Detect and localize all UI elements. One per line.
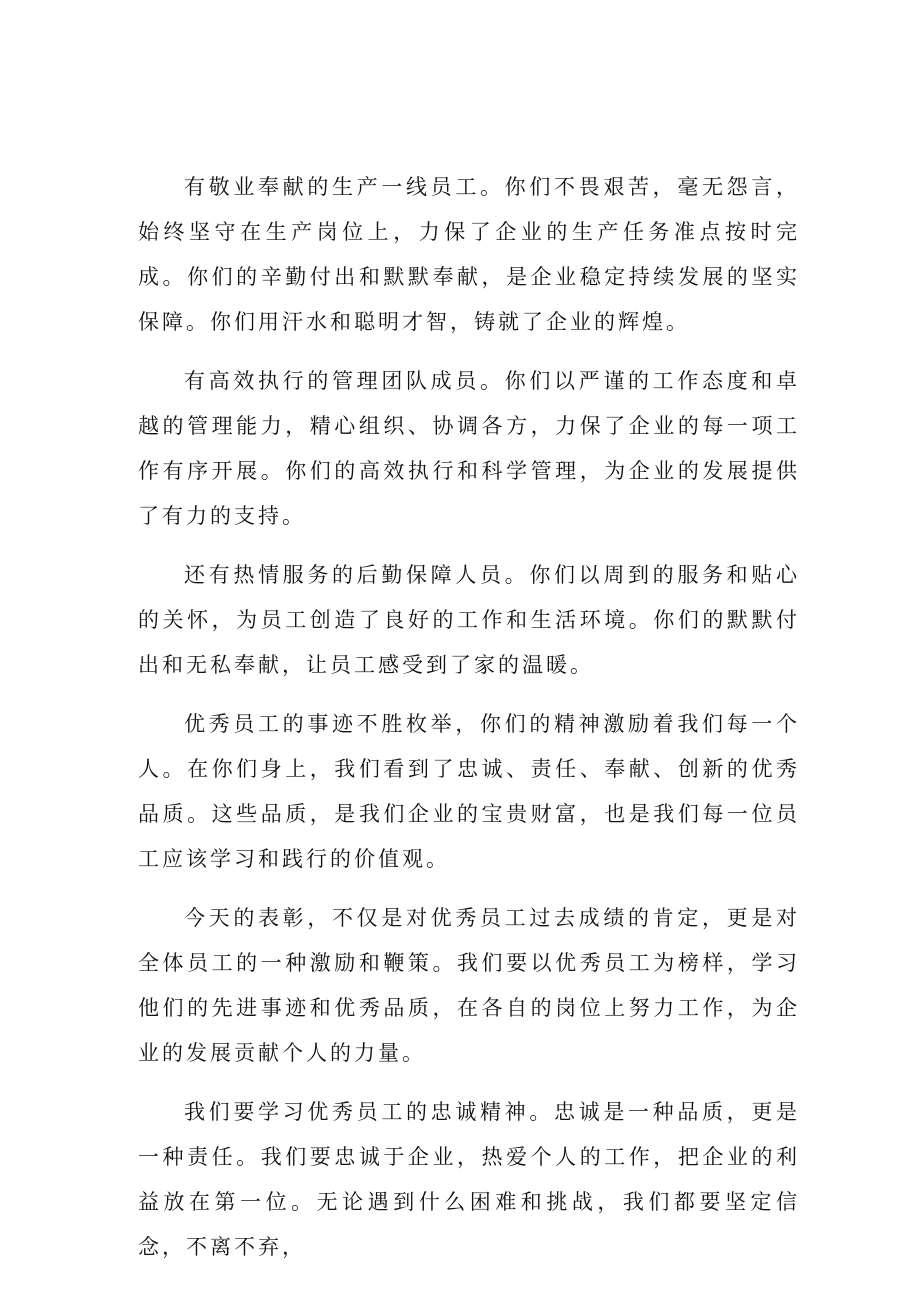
paragraph-loyalty-spirit: 我们要学习优秀员工的忠诚精神。忠诚是一种品质，更是一种责任。我们要忠诚于企业，热爱个人的工作，把企业的利益放在第一位。无论遇到什么困难和挑战，我们都要坚定信念，不离不弃， — [138, 1100, 800, 1259]
document-body — [138, 165, 800, 1284]
paragraph-management-team: 有高效执行的管理团队成员。你们以严谨的工作态度和卓越的管理能力，精心组织、协调各方，力保了企业的每一项工作有序开展。你们的高效执行和科学管理，为企业的发展提供了有力的支持。 — [138, 369, 800, 528]
paragraph-frontline-staff: 有敬业奉献的生产一线员工。你们不畏艰苦，毫无怨言，始终坚守在生产岗位上，力保了企业的生产任务准点按时完成。你们的辛勤付出和默默奉献，是企业稳定持续发展的坚实保障。你们用汗水和聪明才智，铸就了企业的辉煌。 — [138, 175, 800, 334]
paragraph-today-commendation: 今天的表彰，不仅是对优秀员工过去成绩的肯定，更是对全体员工的一种激励和鞭策。我们要以优秀员工为榜样，学习他们的先进事迹和优秀品质，在各自的岗位上努力工作，为企业的发展贡献个人的力量。 — [138, 906, 800, 1065]
paragraph-logistics-staff: 还有热情服务的后勤保障人员。你们以周到的服务和贴心的关怀，为员工创造了良好的工作和生活环境。你们的默默付出和无私奉献，让员工感受到了家的温暖。 — [138, 563, 800, 677]
paragraph-excellent-deeds: 优秀员工的事迹不胜枚举，你们的精神激励着我们每一个人。在你们身上，我们看到了忠诚、责任、奉献、创新的优秀品质。这些品质，是我们企业的宝贵财富，也是我们每一位员工应该学习和践行的价值观。 — [138, 712, 800, 871]
